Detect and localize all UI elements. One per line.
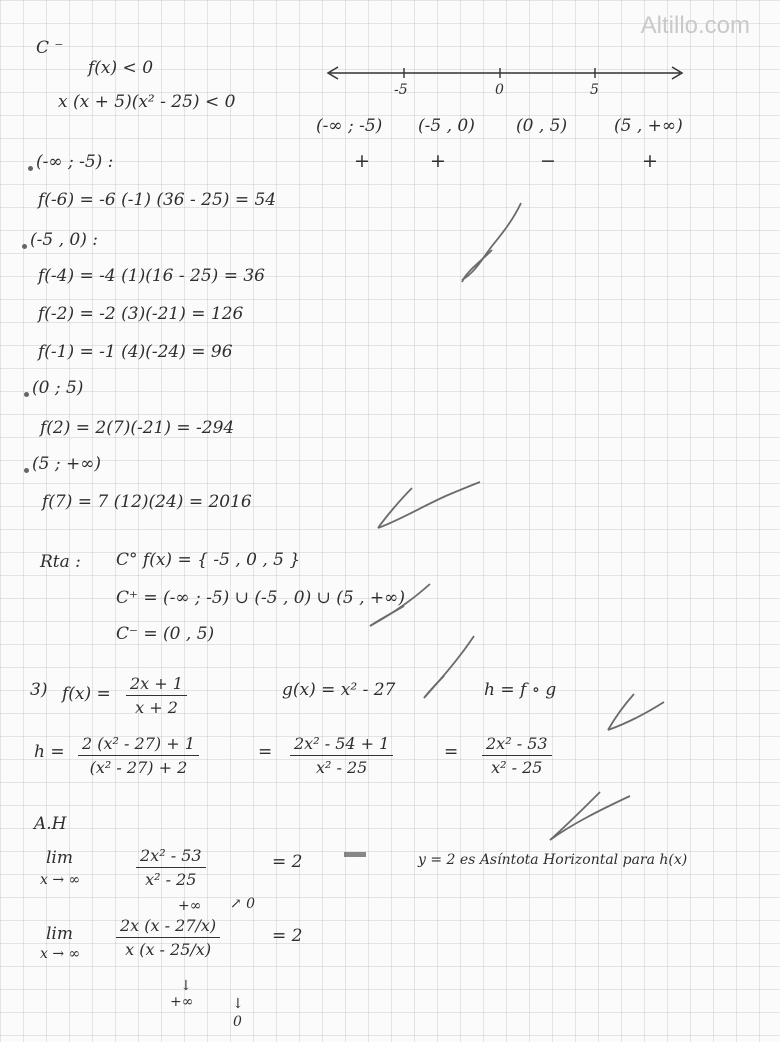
answer-label: Rta : [40,552,81,572]
limit-2-numerator: 2x (x - 27/x) [116,916,220,938]
check-mark [378,482,480,528]
lim-word-2: lim [46,924,73,944]
interval-1: (-∞ ; -5) [316,116,383,136]
arrow-down-zero: ↓ [232,996,244,1012]
h-numerator-1: 2 (x² - 27) + 1 [78,734,199,756]
horizontal-asymptote-conclusion: y = 2 es Asíntota Horizontal para h(x) [418,852,688,868]
h-lhs: h = [34,742,65,762]
h-denominator-1: (x² - 27) + 2 [89,758,188,777]
lim-subscript-1: x → ∞ [40,872,81,888]
f-denominator: x + 2 [135,698,178,717]
part-3-label: 3) [30,680,48,700]
answer-cminus: C⁻ = (0 , 5) [116,624,215,644]
interval-4: (5 , +∞) [614,116,683,136]
note-zero-top: ↗ 0 [230,896,256,912]
f-numerator: 2x + 1 [126,674,187,696]
h-denominator-3: x² - 25 [491,758,543,777]
check-mark [370,606,404,626]
answer-c0: C° f(x) = { -5 , 0 , 5 } [116,550,301,570]
tick-label-5: 5 [590,82,599,98]
sign-3: − [540,150,556,172]
limit-1-result: = 2 [272,852,303,872]
eval-line: f(7) = 7 (12)(24) = 2016 [42,492,252,512]
f-definition-lhs: f(x) = [62,684,111,704]
scribble-mark [344,852,366,857]
eval-interval-2: (-5 , 0) : [30,230,98,250]
equals-sign: = [444,742,459,762]
note-inf-top: +∞ [178,898,202,914]
eval-line: f(2) = 2(7)(-21) = -294 [40,418,235,438]
tick-label-minus-5: -5 [394,82,408,98]
h-composition: h = f ∘ g [484,680,557,700]
answer-cplus: C⁺ = (-∞ ; -5) ∪ (-5 , 0) ∪ (5 , +∞) [116,588,405,608]
arrow-down-inf: ↓ [180,978,192,994]
note-zero-bottom: 0 [233,1014,242,1030]
lim-subscript-2: x → ∞ [40,946,81,962]
check-mark [378,488,412,528]
h-numerator-2: 2x² - 54 + 1 [290,734,393,756]
limit-2-result: = 2 [272,926,303,946]
sign-4: + [642,150,658,172]
eval-interval-3: (0 ; 5) [32,378,84,398]
eval-line: f(-2) = -2 (3)(-21) = 126 [38,304,244,324]
tick-label-0: 0 [495,82,504,98]
interval-2: (-5 , 0) [418,116,475,136]
note-inf-bottom: +∞ [170,994,194,1010]
h-numerator-3: 2x² - 53 [482,734,552,756]
sign-1: + [354,150,370,172]
check-mark [550,792,600,840]
eval-line: f(-6) = -6 (-1) (36 - 25) = 54 [38,190,277,210]
ah-label: A.H [34,814,67,834]
check-mark [462,203,521,280]
eval-line: f(-4) = -4 (1)(16 - 25) = 36 [38,266,265,286]
sign-2: + [430,150,446,172]
interval-3: (0 , 5) [516,116,568,136]
limit-1-denominator: x² - 25 [145,870,197,889]
h-denominator-2: x² - 25 [315,758,368,777]
eval-interval-4: (5 ; +∞) [32,454,102,474]
eval-interval-1: (-∞ ; -5) : [36,152,114,172]
inequality-line-2: x (x + 5)(x² - 25) < 0 [58,92,236,112]
equals-sign: = [258,742,273,762]
part-c-label: C ⁻ [36,38,64,58]
inequality-line-1: f(x) < 0 [88,58,154,78]
lim-word-1: lim [46,848,73,868]
watermark: Altillo.com [640,12,750,39]
eval-line: f(-1) = -1 (4)(-24) = 96 [38,342,233,362]
g-definition: g(x) = x² - 27 [282,680,396,700]
limit-1-numerator: 2x² - 53 [136,846,206,868]
limit-2-denominator: x (x - 25/x) [125,940,212,959]
check-mark [424,676,444,698]
